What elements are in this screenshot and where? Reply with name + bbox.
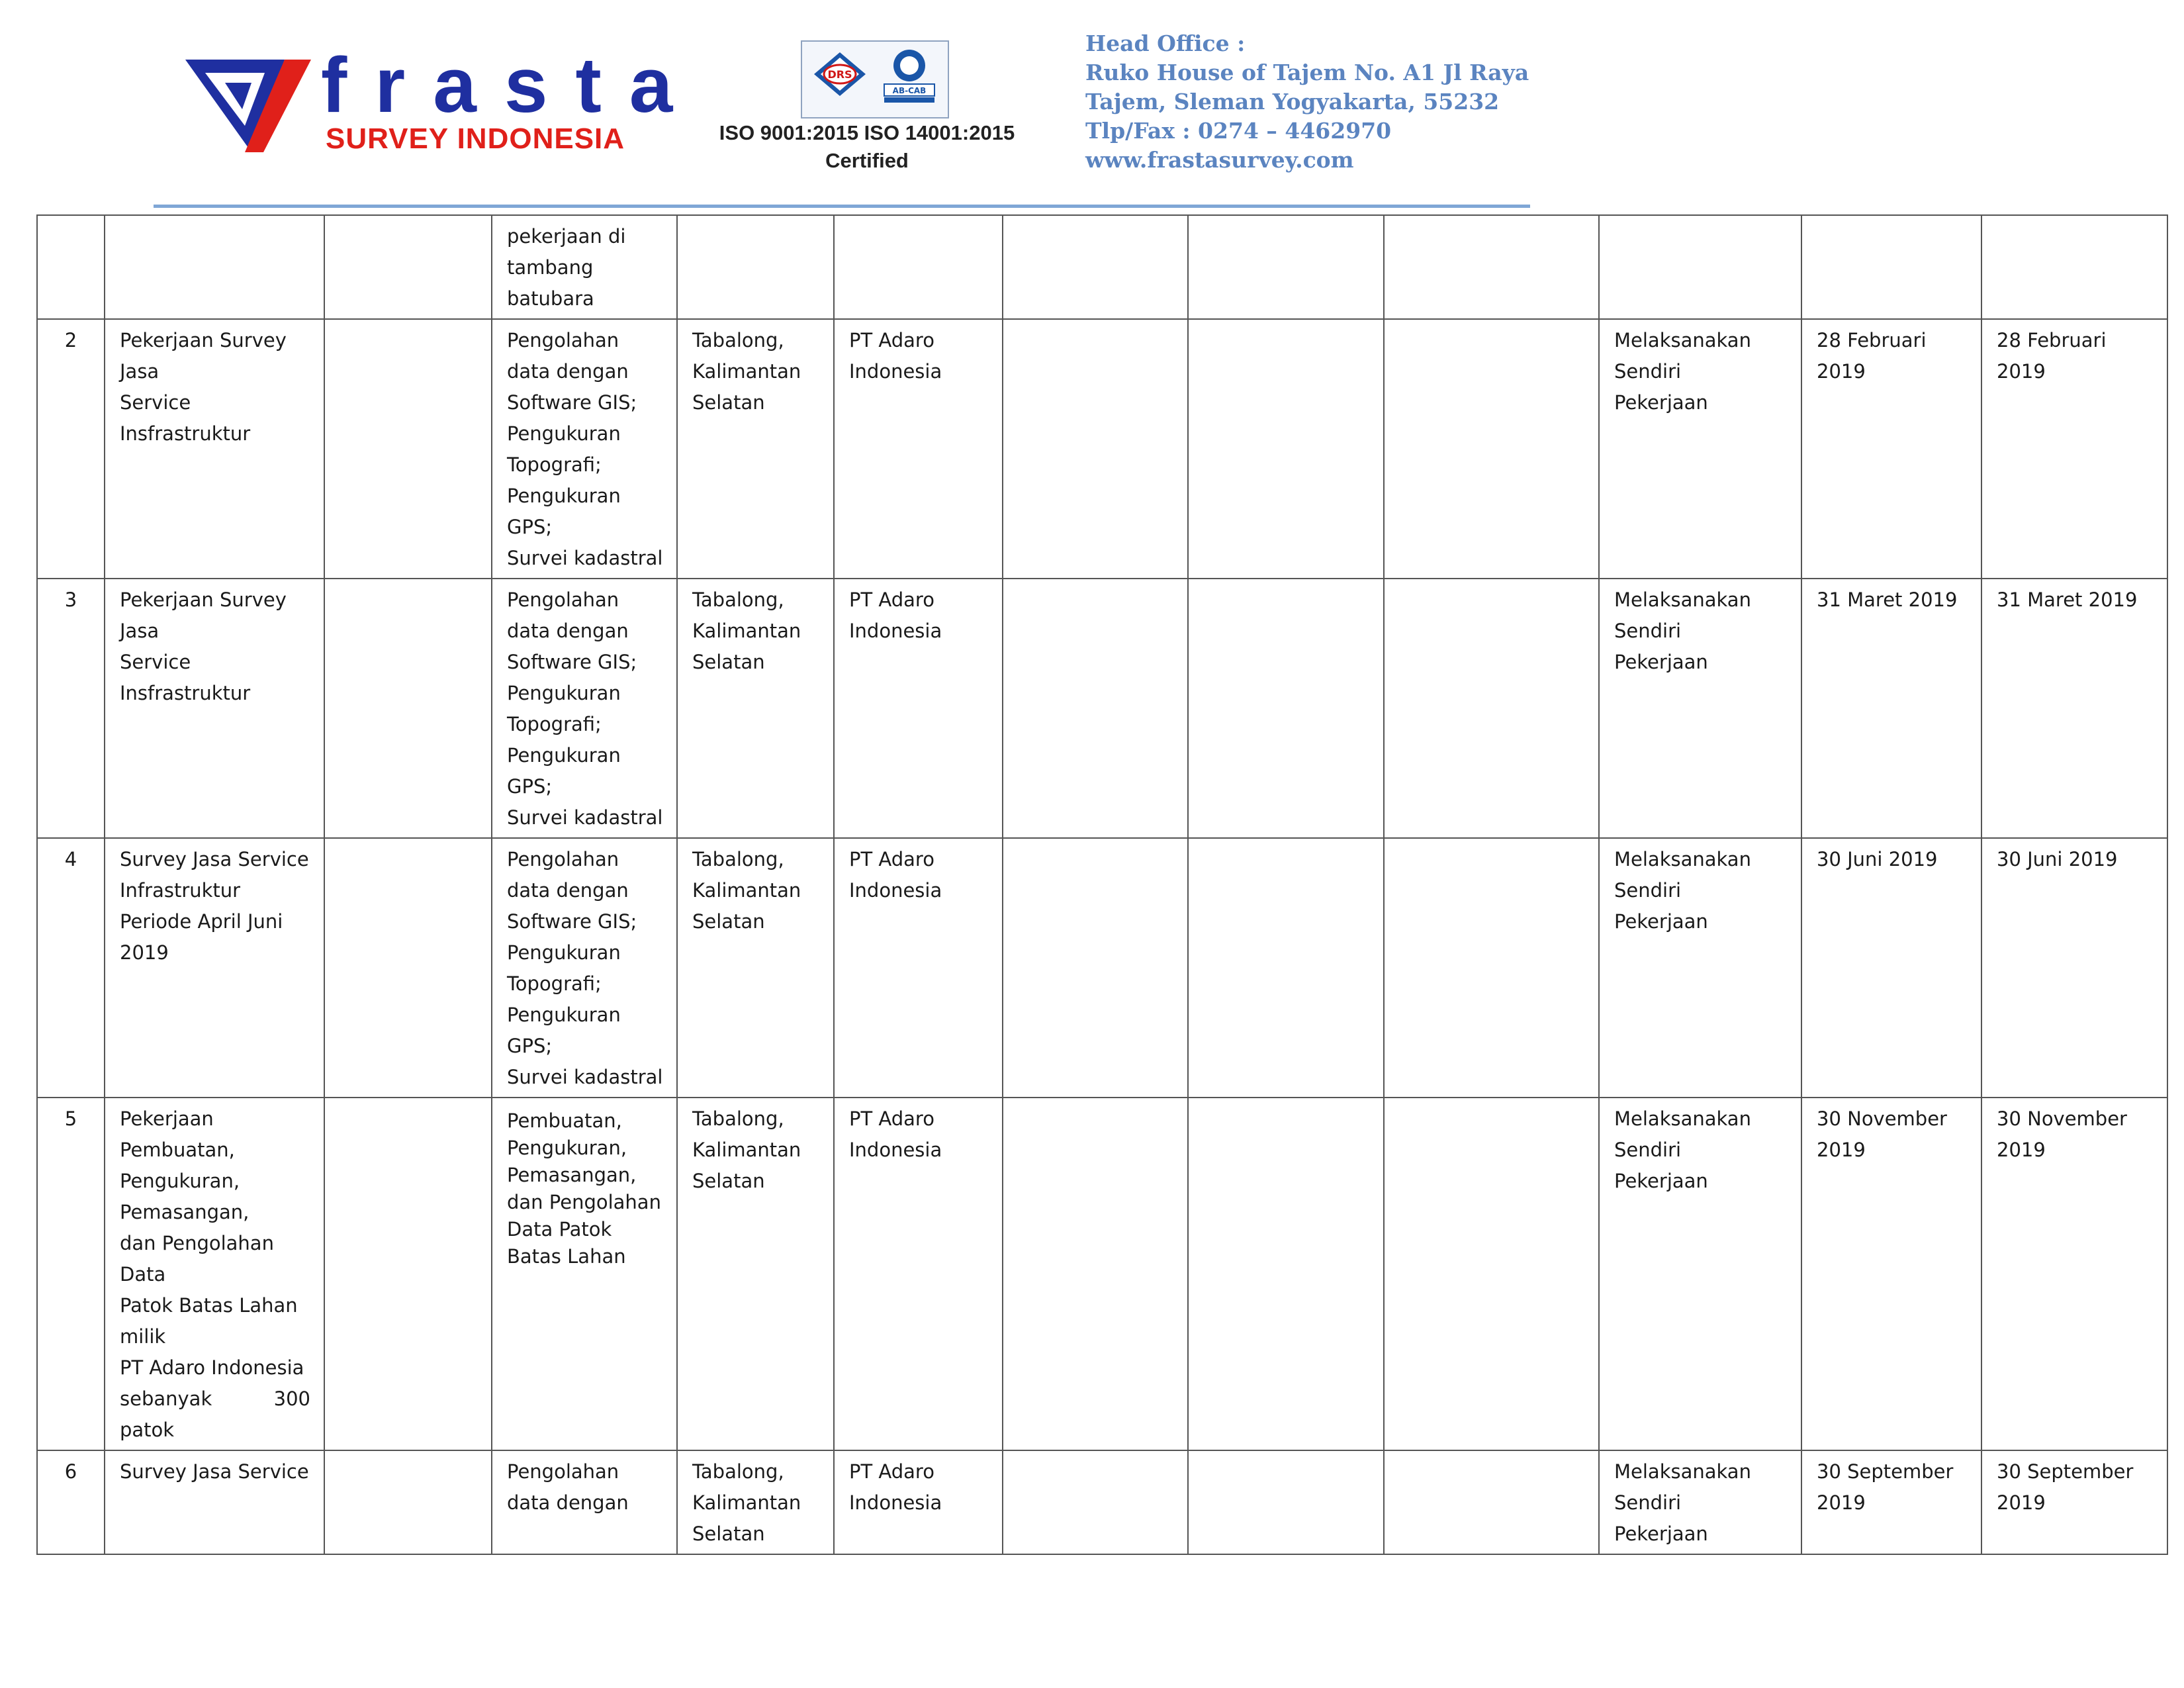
client-line: Indonesia [849,360,942,383]
certification-badges [801,40,949,118]
client-cell [834,1098,1003,1450]
work-scope-line: Pengolahan [507,588,619,611]
end-date-cell: 30 September 2019 [1981,1450,2167,1554]
end-date-cell: 30 November 2019 [1981,1098,2167,1450]
work-scope-cell [492,319,677,579]
start-date-cell: 30 September 2019 [1801,1450,1981,1554]
table-row [37,1098,2167,1450]
empty-cell [1003,319,1188,579]
client-line: Indonesia [849,1139,942,1161]
work-scope-line: Software GIS; [507,910,637,933]
empty-cell [1003,1450,1188,1554]
frasta-logo-icon [185,53,318,159]
iso-standards: ISO 9001:2015 ISO 14001:2015 [719,121,1015,144]
work-scope-line: Topografi; [507,972,602,995]
end-date-cell: 30 Juni 2019 [1981,838,2167,1098]
client-line: Indonesia [849,620,942,642]
end-date-cell: 28 Februari 2019 [1981,319,2167,579]
status-line: Sendiri [1614,1491,1682,1514]
client-line: PT Adaro [849,1460,934,1483]
client-line: PT Adaro [849,1107,934,1130]
status-line: Pekerjaan [1614,651,1708,673]
office-heading: Head Office : [1085,30,1246,56]
work-scope-line: Pengukuran [507,485,621,507]
work-scope-cell [492,1098,677,1450]
location-line: Kalimantan [692,1139,801,1161]
location-line: Selatan [692,910,765,933]
work-scope-line: data dengan [507,360,629,383]
work-scope-line: Pengolahan [507,1460,619,1483]
location-cell [677,319,834,579]
work-scope-line: GPS; [507,1035,553,1057]
work-name-line: sebanyak 300 patok [120,1387,310,1441]
office-address-line-1: Ruko House of Tajem No. A1 Jl Raya [1085,60,1529,85]
work-scope-line: Survei kadastral [507,806,663,829]
work-name-line: Pekerjaan [120,1107,214,1130]
row-number: 3 [37,579,105,838]
work-name-line: Service [120,391,191,414]
empty-cell [1003,579,1188,838]
work-scope-line: Pengukuran [507,941,621,964]
start-date-cell: 30 Juni 2019 [1801,838,1981,1098]
work-scope-line: Data Patok [507,1218,612,1241]
row-number: 2 [37,319,105,579]
location-line: Selatan [692,391,765,414]
client-line: Indonesia [849,879,942,902]
table-row [37,215,2167,319]
work-name-line: Pekerjaan Survey [120,329,287,352]
client-cell [834,579,1003,838]
end-date-cell [1981,215,2167,319]
work-scope-line: Pembuatan, [507,1109,622,1132]
start-date-cell: 31 Maret 2019 [1801,579,1981,838]
work-name-line: Periode April Juni [120,910,283,933]
logo-word: frasta [321,42,701,129]
client-line: PT Adaro [849,848,934,870]
client-cell [834,838,1003,1098]
status-line: Sendiri [1614,620,1682,642]
work-name-line: dan Pengolahan [120,1232,274,1254]
empty-cell [1384,215,1599,319]
status-cell [1599,319,1801,579]
work-name-line: Survey Jasa Service [120,1460,309,1483]
row-number [37,215,105,319]
letterhead [0,0,2184,218]
client-cell [834,1450,1003,1554]
empty-cell [1188,1450,1384,1554]
location-cell [677,1098,834,1450]
empty-cell [1188,838,1384,1098]
work-name-line: Jasa [120,620,159,642]
location-line: Kalimantan [692,620,801,642]
start-date-cell: 30 November 2019 [1801,1098,1981,1450]
work-scope-line: Survei kadastral [507,1066,663,1088]
location-line: Selatan [692,1170,765,1192]
work-scope-cell [492,1450,677,1554]
row-number: 6 [37,1450,105,1554]
work-name-line: Pengukuran, [120,1170,240,1192]
work-name-line: Pekerjaan Survey [120,588,287,611]
drs-badge-icon [813,51,867,97]
empty-cell [1384,579,1599,838]
work-name-line: Patok Batas Lahan [120,1294,298,1317]
work-scope-line: data dengan [507,1491,629,1514]
location-line: Selatan [692,651,765,673]
work-scope-line: Batas Lahan [507,1245,626,1268]
work-scope-line: Pengolahan [507,848,619,870]
start-date-cell: 28 Februari 2019 [1801,319,1981,579]
work-scope-line: Software GIS; [507,651,637,673]
empty-cell [1384,1098,1599,1450]
work-scope-line: batubara [507,287,594,310]
location-line: Tabalong, [692,1460,784,1483]
empty-cell [324,838,492,1098]
work-name-line: Service [120,651,191,673]
table-row [37,1450,2167,1554]
status-line: Melaksanakan [1614,848,1751,870]
work-scope-line: Survei kadastral [507,547,663,569]
work-name-cell [105,1098,324,1450]
empty-cell [324,319,492,579]
row-number: 4 [37,838,105,1098]
work-name-line: Pemasangan, [120,1201,250,1223]
work-name-line: Data [120,1263,166,1286]
location-line: Kalimantan [692,360,801,383]
work-name-line: Jasa [120,360,159,383]
work-name-line: Insfrastruktur [120,422,251,445]
empty-cell [1188,215,1384,319]
status-line: Melaksanakan [1614,329,1751,352]
table-row [37,579,2167,838]
office-address-line-2: Tajem, Sleman Yogyakarta, 55232 [1085,89,1500,115]
work-scope-line: GPS; [507,516,553,538]
client-line: PT Adaro [849,588,934,611]
location-line: Selatan [692,1523,765,1545]
empty-cell [1384,1450,1599,1554]
work-name-line: Infrastruktur [120,879,241,902]
head-office-info [1085,29,1588,175]
work-name-cell [105,1450,324,1554]
header-divider [154,205,1530,208]
row-number: 5 [37,1098,105,1450]
status-line: Melaksanakan [1614,1107,1751,1130]
work-scope-line: Topografi; [507,453,602,476]
logo-subtitle: SURVEY INDONESIA [326,122,625,155]
table-row [37,838,2167,1098]
empty-cell [1003,1098,1188,1450]
work-name-cell [105,319,324,579]
location-line: Tabalong, [692,848,784,870]
status-cell [1599,215,1801,319]
status-line: Sendiri [1614,879,1682,902]
work-scope-line: Pengolahan [507,329,619,352]
status-cell [1599,1098,1801,1450]
table-row [37,319,2167,579]
work-scope-cell [492,215,677,319]
work-name-line: 2019 [120,941,169,964]
work-name-line: milik [120,1325,166,1348]
work-scope-line: data dengan [507,879,629,902]
ab-cab-badge-icon [880,47,938,107]
location-line: Tabalong, [692,329,784,352]
work-scope-line: dan Pengolahan [507,1191,661,1213]
work-scope-line: Software GIS; [507,391,637,414]
empty-cell [1188,579,1384,838]
location-cell [677,215,834,319]
status-line: Pekerjaan [1614,1523,1708,1545]
work-experience-table [36,214,2168,1555]
empty-cell [1188,1098,1384,1450]
work-name-line: Insfrastruktur [120,682,251,704]
status-line: Pekerjaan [1614,910,1708,933]
status-line: Sendiri [1614,1139,1682,1161]
start-date-cell [1801,215,1981,319]
empty-cell [1003,215,1188,319]
work-scope-cell [492,838,677,1098]
status-line: Melaksanakan [1614,588,1751,611]
client-line: PT Adaro [849,329,934,352]
location-cell [677,1450,834,1554]
work-scope-line: Topografi; [507,713,602,735]
empty-cell [1188,319,1384,579]
location-cell [677,579,834,838]
iso-certification [708,36,1026,182]
empty-cell [1003,838,1188,1098]
work-name-cell [105,579,324,838]
status-cell [1599,579,1801,838]
empty-cell [324,579,492,838]
empty-cell [324,1098,492,1450]
work-name-cell [105,215,324,319]
work-name-line: Pembuatan, [120,1139,235,1161]
ab-cab-badge-label: AB-CAB [892,86,927,95]
client-cell [834,215,1003,319]
empty-cell [1384,319,1599,579]
work-scope-line: tambang [507,256,594,279]
empty-cell [324,1450,492,1554]
certified-label: Certified [825,149,909,172]
end-date-cell: 31 Maret 2019 [1981,579,2167,838]
status-cell [1599,1450,1801,1554]
status-line: Sendiri [1614,360,1682,383]
company-logo [185,42,701,165]
work-scope-line: Pengukuran [507,744,621,767]
work-scope-line: Pengukuran, [507,1137,627,1159]
location-line: Tabalong, [692,1107,784,1130]
location-line: Kalimantan [692,879,801,902]
work-scope-line: Pengukuran [507,1004,621,1026]
drs-badge-label: DRS [827,68,852,81]
location-cell [677,838,834,1098]
work-name-line: Survey Jasa Service [120,848,309,870]
client-line: Indonesia [849,1491,942,1514]
location-line: Tabalong, [692,588,784,611]
empty-cell [1384,838,1599,1098]
work-name-cell [105,838,324,1098]
status-cell [1599,838,1801,1098]
work-scope-cell [492,579,677,838]
location-line: Kalimantan [692,1491,801,1514]
status-line: Pekerjaan [1614,1170,1708,1192]
work-scope-line: pekerjaan di [507,225,626,248]
office-phone: Tlp/Fax : 0274 – 4462970 [1085,118,1392,144]
office-website[interactable]: www.frastasurvey.com [1085,147,1354,173]
work-name-line: PT Adaro Indonesia [120,1356,304,1379]
status-line: Melaksanakan [1614,1460,1751,1483]
work-scope-line: GPS; [507,775,553,798]
work-scope-line: Pemasangan, [507,1164,637,1186]
empty-cell [324,215,492,319]
work-scope-line: data dengan [507,620,629,642]
work-scope-line: Pengukuran [507,422,621,445]
client-cell [834,319,1003,579]
status-line: Pekerjaan [1614,391,1708,414]
work-scope-line: Pengukuran [507,682,621,704]
